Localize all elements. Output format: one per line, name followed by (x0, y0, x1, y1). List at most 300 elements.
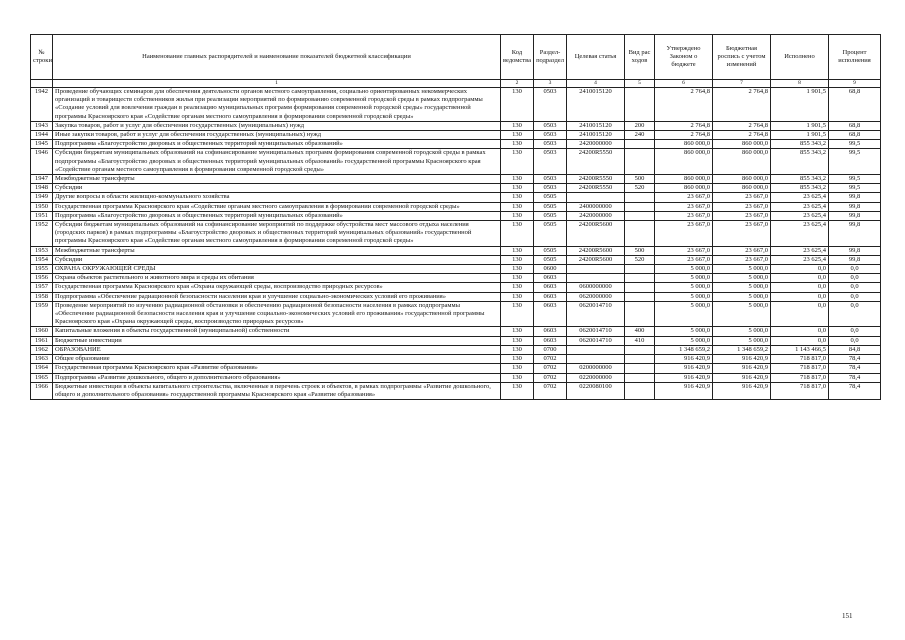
row-vid (625, 274, 655, 283)
row-procent: 0,0 (829, 292, 881, 301)
row-vid (625, 265, 655, 274)
row-vedomstvo: 130 (501, 364, 534, 373)
col-header-name: Наименование главных распорядителей и наименование показателей бюджетной классификации (53, 35, 501, 80)
row-celevaya (567, 345, 625, 354)
row-rospis: 5 000,0 (713, 336, 771, 345)
row-celevaya: 24200R5600 (567, 246, 625, 255)
row-procent: 78,4 (829, 373, 881, 382)
row-vid (625, 292, 655, 301)
table-row (31, 336, 881, 345)
row-number: 1948 (31, 184, 53, 193)
row-razdel: 0505 (534, 221, 567, 247)
row-name: Проведение мероприятий по изучению радиационной обстановки и обеспечению радиационной безопасности населения в рамках подпрограммы «Обеспечение радиационной безопасности населения края и улучшение социально-экономических условий его проживания» государственной программы Красноярского края «Охрана окружающей среды, воспроизводство природных ресурсов» (53, 301, 501, 327)
table-row (31, 327, 881, 336)
row-number: 1949 (31, 193, 53, 202)
row-number: 1950 (31, 202, 53, 211)
row-utverzhdeno: 5 000,0 (655, 292, 713, 301)
row-razdel: 0600 (534, 265, 567, 274)
row-ispolneno: 23 625,4 (771, 255, 829, 264)
row-celevaya: 0620014710 (567, 327, 625, 336)
row-ispolneno: 23 625,4 (771, 246, 829, 255)
row-number: 1965 (31, 373, 53, 382)
row-vedomstvo: 130 (501, 149, 534, 175)
row-procent: 99,8 (829, 211, 881, 220)
row-number: 1962 (31, 345, 53, 354)
row-vid (625, 364, 655, 373)
row-razdel: 0503 (534, 88, 567, 122)
row-razdel: 0505 (534, 255, 567, 264)
row-celevaya: 0620014710 (567, 301, 625, 327)
row-vid: 520 (625, 255, 655, 264)
row-utverzhdeno: 23 667,0 (655, 202, 713, 211)
row-razdel: 0603 (534, 274, 567, 283)
row-vedomstvo: 130 (501, 292, 534, 301)
row-razdel: 0702 (534, 364, 567, 373)
row-name: Закупка товаров, работ и услуг для обеспечения государственных (муниципальных) нужд (53, 121, 501, 130)
row-utverzhdeno: 916 420,9 (655, 373, 713, 382)
row-ispolneno: 1 901,5 (771, 88, 829, 122)
table-row (31, 345, 881, 354)
table-row (31, 202, 881, 211)
table-body (31, 88, 881, 400)
row-celevaya: 24200R5600 (567, 221, 625, 247)
row-vid (625, 202, 655, 211)
row-number: 1963 (31, 355, 53, 364)
row-celevaya (567, 355, 625, 364)
row-celevaya (567, 265, 625, 274)
row-procent: 99,8 (829, 246, 881, 255)
row-celevaya: 2410015120 (567, 88, 625, 122)
row-name: Государственная программа Красноярского края «Охрана окружающей среды, воспроизводство природных ресурсов» (53, 283, 501, 292)
column-number: 6 (655, 80, 713, 88)
row-utverzhdeno: 916 420,9 (655, 364, 713, 373)
column-number-row (31, 80, 881, 88)
row-vid: 520 (625, 184, 655, 193)
row-name: Подпрограмма «Благоустройство дворовых и общественных территорий муниципальных образований» (53, 140, 501, 149)
row-procent: 78,4 (829, 382, 881, 399)
row-rospis: 23 667,0 (713, 221, 771, 247)
row-rospis: 1 348 659,2 (713, 345, 771, 354)
row-vedomstvo: 130 (501, 184, 534, 193)
table-row (31, 301, 881, 327)
row-vid (625, 211, 655, 220)
row-utverzhdeno: 23 667,0 (655, 221, 713, 247)
row-razdel: 0503 (534, 121, 567, 130)
row-vid: 400 (625, 327, 655, 336)
table-row (31, 246, 881, 255)
row-ispolneno: 855 343,2 (771, 175, 829, 184)
row-rospis: 860 000,0 (713, 184, 771, 193)
row-vid: 240 (625, 131, 655, 140)
row-ispolneno: 718 817,0 (771, 373, 829, 382)
row-celevaya: 2400000000 (567, 202, 625, 211)
header-row (31, 35, 881, 80)
row-name: Подпрограмма «Развитие дошкольного, общего и дополнительного образования» (53, 373, 501, 382)
budget-report-page (30, 34, 880, 400)
row-utverzhdeno: 860 000,0 (655, 175, 713, 184)
row-number: 1942 (31, 88, 53, 122)
row-vedomstvo: 130 (501, 355, 534, 364)
row-utverzhdeno: 860 000,0 (655, 149, 713, 175)
row-celevaya: 2420000000 (567, 211, 625, 220)
row-vedomstvo: 130 (501, 382, 534, 399)
row-name: Бюджетные инвестиции (53, 336, 501, 345)
row-number: 1952 (31, 221, 53, 247)
row-vid: 500 (625, 246, 655, 255)
row-vedomstvo: 130 (501, 175, 534, 184)
row-razdel: 0503 (534, 149, 567, 175)
row-ispolneno: 855 343,2 (771, 140, 829, 149)
row-razdel: 0700 (534, 345, 567, 354)
table-row (31, 292, 881, 301)
row-rospis: 23 667,0 (713, 255, 771, 264)
row-procent: 99,8 (829, 255, 881, 264)
column-number: 9 (829, 80, 881, 88)
column-number: 7 (713, 80, 771, 88)
row-rospis: 916 420,9 (713, 355, 771, 364)
row-celevaya: 0220080100 (567, 382, 625, 399)
row-number: 1946 (31, 149, 53, 175)
row-celevaya: 0620014710 (567, 336, 625, 345)
row-ispolneno: 23 625,4 (771, 193, 829, 202)
row-number: 1944 (31, 131, 53, 140)
row-ispolneno: 0,0 (771, 265, 829, 274)
row-procent: 0,0 (829, 301, 881, 327)
row-utverzhdeno: 1 348 659,2 (655, 345, 713, 354)
row-utverzhdeno: 5 000,0 (655, 327, 713, 336)
table-row (31, 175, 881, 184)
row-number: 1954 (31, 255, 53, 264)
row-utverzhdeno: 5 000,0 (655, 265, 713, 274)
row-procent: 99,5 (829, 184, 881, 193)
row-razdel: 0505 (534, 202, 567, 211)
row-rospis: 5 000,0 (713, 301, 771, 327)
table-row (31, 184, 881, 193)
row-rospis: 860 000,0 (713, 175, 771, 184)
row-procent: 0,0 (829, 327, 881, 336)
column-number: 3 (534, 80, 567, 88)
row-ispolneno: 23 625,4 (771, 221, 829, 247)
row-rospis: 5 000,0 (713, 265, 771, 274)
row-rospis: 23 667,0 (713, 211, 771, 220)
row-number: 1953 (31, 246, 53, 255)
row-utverzhdeno: 23 667,0 (655, 211, 713, 220)
row-vid (625, 88, 655, 122)
row-procent: 0,0 (829, 283, 881, 292)
row-vedomstvo: 130 (501, 373, 534, 382)
row-number: 1943 (31, 121, 53, 130)
row-utverzhdeno: 23 667,0 (655, 255, 713, 264)
row-name: ОХРАНА ОКРУЖАЮЩЕЙ СРЕДЫ (53, 265, 501, 274)
row-rospis: 916 420,9 (713, 382, 771, 399)
row-ispolneno: 0,0 (771, 327, 829, 336)
row-procent: 0,0 (829, 274, 881, 283)
row-celevaya: 24200R5550 (567, 184, 625, 193)
row-ispolneno: 0,0 (771, 301, 829, 327)
row-ispolneno: 0,0 (771, 336, 829, 345)
row-vid: 500 (625, 175, 655, 184)
row-rospis: 23 667,0 (713, 193, 771, 202)
row-procent: 0,0 (829, 336, 881, 345)
row-name: Межбюджетные трансферты (53, 246, 501, 255)
row-utverzhdeno: 2 764,8 (655, 121, 713, 130)
row-procent: 99,8 (829, 202, 881, 211)
row-name: ОБРАЗОВАНИЕ (53, 345, 501, 354)
row-name: Бюджетные инвестиции в объекты капитального строительства, включенные в перечень строек и объектов, в рамках подпрограммы «Развитие дошкольного, общего и дополнительного образования» государственной программы Красноярского края «Развитие образования» (53, 382, 501, 399)
row-vedomstvo: 130 (501, 301, 534, 327)
row-procent: 99,5 (829, 175, 881, 184)
column-number: 4 (567, 80, 625, 88)
col-header-vedomstvo: Код ведомства (501, 35, 534, 80)
row-vid (625, 140, 655, 149)
table-row (31, 265, 881, 274)
row-razdel: 0603 (534, 301, 567, 327)
row-vedomstvo: 130 (501, 336, 534, 345)
row-name: Другие вопросы в области жилищно-коммунального хозяйства (53, 193, 501, 202)
row-razdel: 0503 (534, 175, 567, 184)
row-procent: 68,8 (829, 88, 881, 122)
row-vid (625, 149, 655, 175)
row-vedomstvo: 130 (501, 211, 534, 220)
column-number: 1 (53, 80, 501, 88)
row-vedomstvo: 130 (501, 88, 534, 122)
row-vedomstvo: 130 (501, 202, 534, 211)
row-number: 1955 (31, 265, 53, 274)
row-name: Субсидии (53, 184, 501, 193)
row-ispolneno: 1 901,5 (771, 131, 829, 140)
row-vid (625, 283, 655, 292)
row-vid: 410 (625, 336, 655, 345)
row-vedomstvo: 130 (501, 283, 534, 292)
row-rospis: 2 764,8 (713, 131, 771, 140)
row-number: 1960 (31, 327, 53, 336)
row-name: Охрана объектов растительного и животного мира и среды их обитания (53, 274, 501, 283)
table-row (31, 364, 881, 373)
row-razdel: 0503 (534, 184, 567, 193)
row-procent: 99,5 (829, 140, 881, 149)
row-name: Проведение обучающих семинаров для обеспечения деятельности органов местного самоуправления, социально ориентированных некоммерческих организаций и товариществ собственников жилья при реализации мероприятий по формированию современной городской среды в рамках подпрограммы «Создание условий для вовлечения граждан в реализацию муниципальных программ формирования современной городской среды» государственной программы Красноярского края «Содействие органам местного самоуправления в формировании современной городской среды» (53, 88, 501, 122)
row-celevaya: 0620000000 (567, 292, 625, 301)
row-rospis: 23 667,0 (713, 246, 771, 255)
row-utverzhdeno: 23 667,0 (655, 246, 713, 255)
row-procent: 99,5 (829, 149, 881, 175)
row-vedomstvo: 130 (501, 345, 534, 354)
row-procent: 99,8 (829, 221, 881, 247)
row-rospis: 5 000,0 (713, 274, 771, 283)
row-number: 1945 (31, 140, 53, 149)
row-procent: 84,8 (829, 345, 881, 354)
row-utverzhdeno: 5 000,0 (655, 301, 713, 327)
table-row (31, 131, 881, 140)
row-celevaya (567, 193, 625, 202)
row-name: Подпрограмма «Благоустройство дворовых и общественных территорий муниципальных образований» (53, 211, 501, 220)
row-utverzhdeno: 860 000,0 (655, 184, 713, 193)
row-vedomstvo: 130 (501, 327, 534, 336)
row-vid (625, 221, 655, 247)
row-celevaya: 2410015120 (567, 121, 625, 130)
row-razdel: 0505 (534, 211, 567, 220)
row-vedomstvo: 130 (501, 131, 534, 140)
table-row (31, 283, 881, 292)
row-razdel: 0603 (534, 292, 567, 301)
col-header-ispolneno: Исполнено (771, 35, 829, 80)
row-number: 1947 (31, 175, 53, 184)
row-razdel: 0603 (534, 283, 567, 292)
row-name: Межбюджетные трансферты (53, 175, 501, 184)
row-utverzhdeno: 23 667,0 (655, 193, 713, 202)
row-razdel: 0702 (534, 373, 567, 382)
row-ispolneno: 23 625,4 (771, 211, 829, 220)
row-vid (625, 373, 655, 382)
row-vedomstvo: 130 (501, 193, 534, 202)
column-number: 5 (625, 80, 655, 88)
row-celevaya: 2410015120 (567, 131, 625, 140)
row-utverzhdeno: 5 000,0 (655, 336, 713, 345)
col-header-vid: Вид рас ходов (625, 35, 655, 80)
row-ispolneno: 1 901,5 (771, 121, 829, 130)
row-vedomstvo: 130 (501, 274, 534, 283)
row-number: 1951 (31, 211, 53, 220)
row-procent: 78,4 (829, 364, 881, 373)
row-number: 1961 (31, 336, 53, 345)
table-row (31, 88, 881, 122)
page-number: 151 (842, 612, 853, 620)
row-rospis: 2 764,8 (713, 88, 771, 122)
row-vid (625, 193, 655, 202)
row-number: 1956 (31, 274, 53, 283)
row-rospis: 2 764,8 (713, 121, 771, 130)
col-header-rospis: Бюджетная роспись с учетом изменений (713, 35, 771, 80)
table-row (31, 193, 881, 202)
row-utverzhdeno: 2 764,8 (655, 131, 713, 140)
row-celevaya: 0220000000 (567, 373, 625, 382)
row-vedomstvo: 130 (501, 221, 534, 247)
column-number: 2 (501, 80, 534, 88)
row-utverzhdeno: 2 764,8 (655, 88, 713, 122)
row-number: 1958 (31, 292, 53, 301)
row-vid: 200 (625, 121, 655, 130)
row-rospis: 5 000,0 (713, 283, 771, 292)
row-rospis: 860 000,0 (713, 140, 771, 149)
row-razdel: 0503 (534, 131, 567, 140)
row-rospis: 5 000,0 (713, 327, 771, 336)
table-row (31, 211, 881, 220)
row-rospis: 916 420,9 (713, 373, 771, 382)
row-razdel: 0503 (534, 140, 567, 149)
row-name: Субсидии бюджетам муниципальных образований на софинансирование мероприятий по поддержке обустройства мест массового отдыха населения (городских парков) в рамках подпрограммы «Благоустройство дворовых и общественных территорий муниципальных образований» государственной программы Красноярского края «Содействие органам местного самоуправления в формировании современной городской среды» (53, 221, 501, 247)
table-row (31, 221, 881, 247)
row-celevaya: 24200R5550 (567, 175, 625, 184)
table-row (31, 373, 881, 382)
row-ispolneno: 718 817,0 (771, 355, 829, 364)
row-number: 1966 (31, 382, 53, 399)
row-ispolneno: 718 817,0 (771, 382, 829, 399)
row-procent: 68,8 (829, 131, 881, 140)
budget-table (30, 34, 881, 400)
row-name: Иные закупки товаров, работ и услуг для обеспечения государственных (муниципальных) нужд (53, 131, 501, 140)
row-celevaya: 24200R5550 (567, 149, 625, 175)
row-rospis: 5 000,0 (713, 292, 771, 301)
row-name: Субсидии бюджетам муниципальных образований на софинансирование муниципальных программ формирования современной городской среды в рамках подпрограммы «Благоустройство дворовых и общественных территорий муниципальных образований» государственной программы Красноярского края «Содействие органам местного самоуправления в формировании современной городской среды» (53, 149, 501, 175)
table-row (31, 149, 881, 175)
row-ispolneno: 855 343,2 (771, 184, 829, 193)
row-vid (625, 355, 655, 364)
row-rospis: 23 667,0 (713, 202, 771, 211)
table-row (31, 355, 881, 364)
row-ispolneno: 855 343,2 (771, 149, 829, 175)
row-vedomstvo: 130 (501, 255, 534, 264)
row-ispolneno: 0,0 (771, 274, 829, 283)
row-procent: 78,4 (829, 355, 881, 364)
row-name: Субсидии (53, 255, 501, 264)
row-name: Государственная программа Красноярского края «Развитие образования» (53, 364, 501, 373)
row-number: 1957 (31, 283, 53, 292)
col-header-procent: Процент исполнения (829, 35, 881, 80)
row-name: Капитальные вложения в объекты государственной (муниципальной) собственности (53, 327, 501, 336)
row-ispolneno: 1 143 466,5 (771, 345, 829, 354)
row-name: Общее образование (53, 355, 501, 364)
row-utverzhdeno: 916 420,9 (655, 382, 713, 399)
row-celevaya: 24200R5600 (567, 255, 625, 264)
row-razdel: 0505 (534, 246, 567, 255)
col-header-celevaya: Целевая статья (567, 35, 625, 80)
row-vedomstvo: 130 (501, 265, 534, 274)
row-celevaya: 0200000000 (567, 364, 625, 373)
row-procent: 0,0 (829, 265, 881, 274)
row-ispolneno: 23 625,4 (771, 202, 829, 211)
row-utverzhdeno: 5 000,0 (655, 283, 713, 292)
column-number: 8 (771, 80, 829, 88)
col-header-razdel: Раздел-подраздел (534, 35, 567, 80)
row-vedomstvo: 130 (501, 121, 534, 130)
row-name: Подпрограмма «Обеспечение радиационной безопасности населения края и улучшение социально-экономических условий его проживания» (53, 292, 501, 301)
table-row (31, 382, 881, 399)
col-header-utverzhdeno: Утверждено Законом о бюджете (655, 35, 713, 80)
table-row (31, 255, 881, 264)
table-row (31, 274, 881, 283)
row-vid (625, 345, 655, 354)
row-razdel: 0702 (534, 382, 567, 399)
table-row (31, 121, 881, 130)
row-vid (625, 382, 655, 399)
table-row (31, 140, 881, 149)
row-utverzhdeno: 860 000,0 (655, 140, 713, 149)
row-vedomstvo: 130 (501, 246, 534, 255)
row-razdel: 0603 (534, 327, 567, 336)
row-razdel: 0505 (534, 193, 567, 202)
row-utverzhdeno: 916 420,9 (655, 355, 713, 364)
row-razdel: 0603 (534, 336, 567, 345)
row-number: 1964 (31, 364, 53, 373)
col-header-num: № строки (31, 35, 53, 80)
row-procent: 68,8 (829, 121, 881, 130)
row-rospis: 860 000,0 (713, 149, 771, 175)
row-celevaya (567, 274, 625, 283)
row-number: 1959 (31, 301, 53, 327)
column-number (31, 80, 53, 88)
row-razdel: 0702 (534, 355, 567, 364)
row-celevaya: 0600000000 (567, 283, 625, 292)
row-vedomstvo: 130 (501, 140, 534, 149)
row-ispolneno: 0,0 (771, 283, 829, 292)
row-name: Государственная программа Красноярского края «Содействие органам местного самоуправления в формировании современной городской среды» (53, 202, 501, 211)
row-ispolneno: 718 817,0 (771, 364, 829, 373)
row-ispolneno: 0,0 (771, 292, 829, 301)
row-utverzhdeno: 5 000,0 (655, 274, 713, 283)
row-celevaya: 2420000000 (567, 140, 625, 149)
row-rospis: 916 420,9 (713, 364, 771, 373)
row-procent: 99,8 (829, 193, 881, 202)
